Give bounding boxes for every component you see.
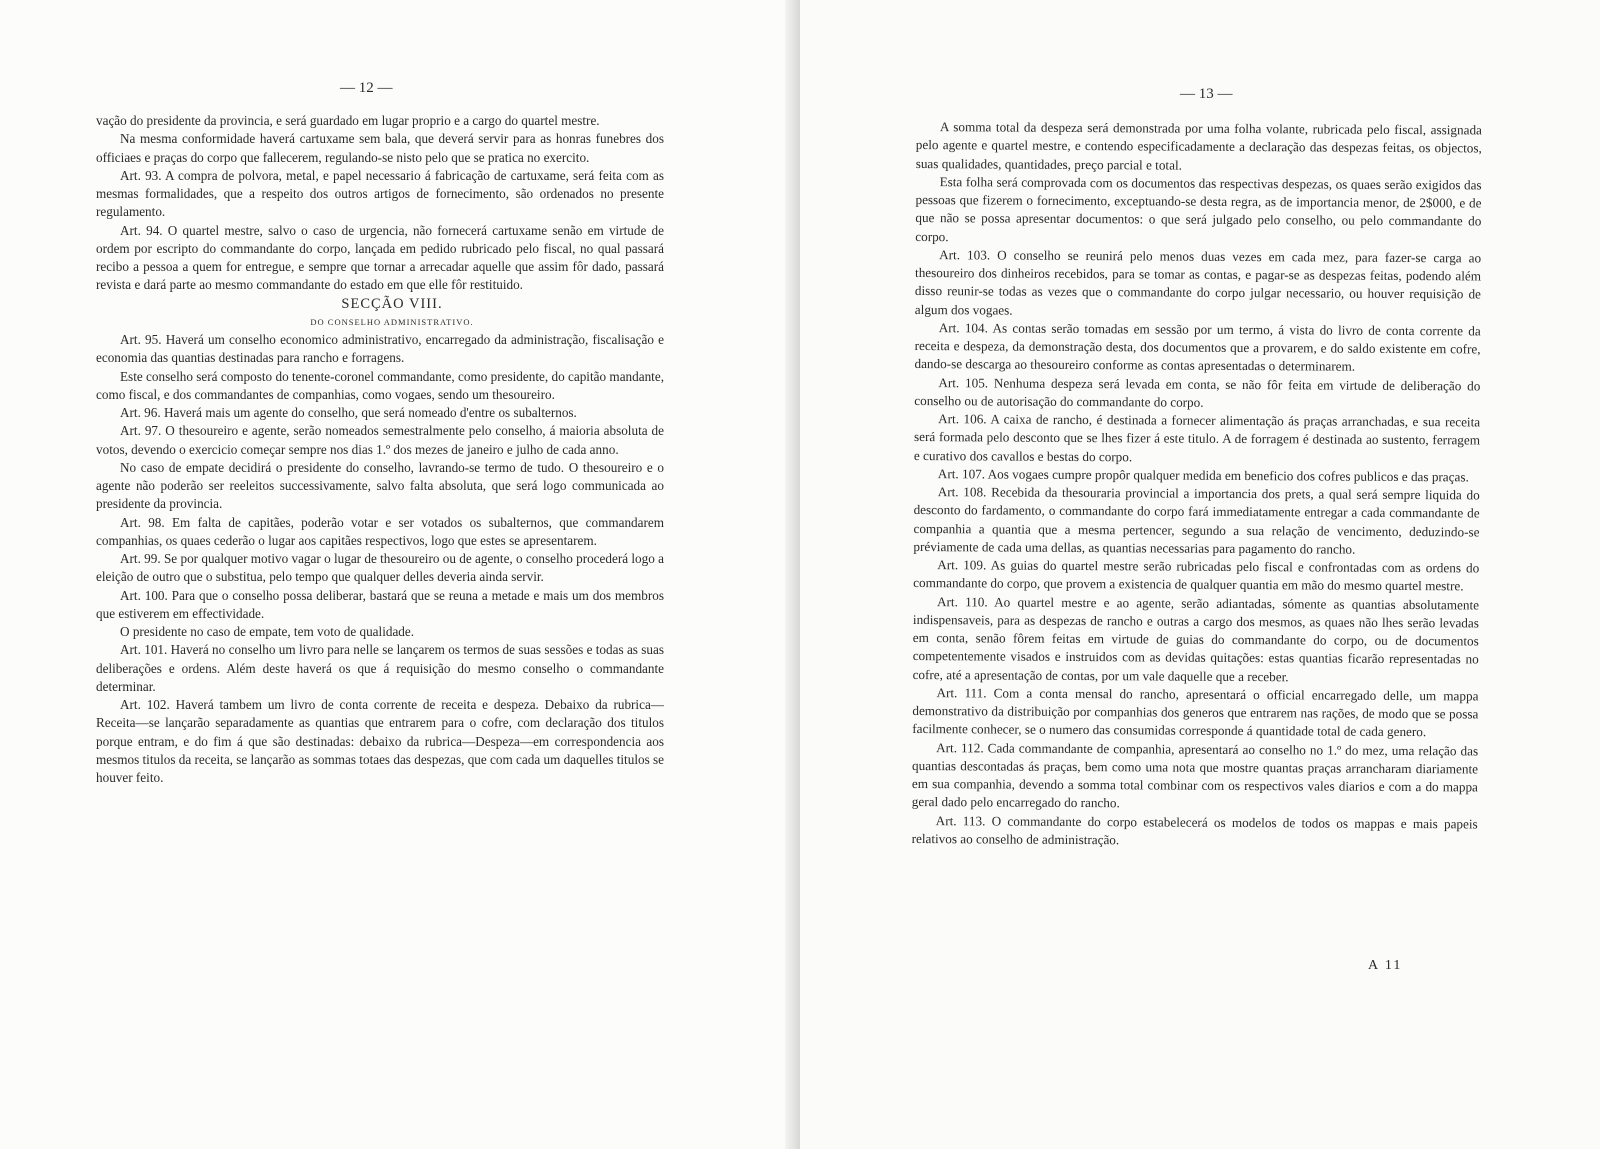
paragraph: Art. 110. Ao quartel mestre e ao agente, serão adiantadas, sómente as quantias absolutamente indispensaveis, para as despezas de rancho e outras a cargo dos mesmos, as quaes não lhes serão levadas em conta, senão fôrem feitas em virtude de guias do commandante do corpo, ou de documentos competentemente visados e instruidos com as devidas quitações: estas quantias ficarão representadas no cofre, até a apresentação de contas, por um vale daquelle que a receber. bbox=[912, 593, 1480, 684]
paragraph: Art. 95. Haverá um conselho economico administrativo, encarregado da administração, fiscalisação e economia das quantias destinadas para rancho e forragens. bbox=[96, 332, 664, 366]
paragraph: Art. 97. O thesoureiro e agente, serão nomeados semestralmente pelo conselho, á maioria absoluta de votos, devendo o exercicio começar sempre nos dias 1.º dos mezes de janeiro e julho de cada anno. bbox=[96, 423, 664, 457]
paragraph: Art. 107. Aos vogaes cumpre propôr qualquer medida em beneficio dos cofres publicos e das praças. bbox=[937, 465, 1469, 485]
paragraph: Este conselho será composto do tenente-coronel commandante, como presidente, do capitão mandante, como fiscal, e dos commandantes de companhias, como vogaes, sendo um thesoureiro. bbox=[96, 368, 664, 402]
paragraph: No caso de empate decidirá o presidente do conselho, lavrando-se termo de tudo. O thesoureiro e o agente não poderão ser reeleitos successivamente, salvo falta absoluta, que será logo communicada ao presidente da provincia. bbox=[96, 459, 664, 512]
paragraph: Art. 104. As contas serão tomadas em sessão por um termo, á vista do livro de conta corrente da receita e despeza, da demonstração desta, dos documentos que a provarem, e do saldo existente em cofre, dando-se descarga ao thesoureiro conforme as contas apresentadas o determinarem. bbox=[914, 319, 1481, 374]
paragraph: Art. 108. Recebida da thesouraria provincial a importancia dos prets, a qual será sempre liquida do desconto do fardamento, o commandante do corpo fará immediatamente entregar a cada commandante de companhia a quantia que a mesma pertencer, segundo a sua relação de vencimento, deduzindo-se préviamente de cada uma dellas, as quantias necessarias para pagamento do rancho. bbox=[913, 484, 1480, 557]
paragraph: Esta folha será comprovada com os documentos das respectivas despezas, os quaes serão exigidos das pessoas que fizerem o fornecimento, exceptuando-se desta regra, as de importancia menor, de 2$000, e de que não se possa apresentar documentos: o que será julgado pelo conselho, ou pelo commandante do corpo. bbox=[915, 173, 1482, 244]
paragraph: Art. 98. Em falta de capitães, poderão votar e ser votados os subalternos, que commandarem companhias, os quaes cederão o lugar aos capitães respectivos, logo que estes se apresentarem. bbox=[96, 514, 664, 548]
right-page bbox=[800, 0, 1600, 1149]
paragraph: Art. 93. A compra de polvora, metal, e papel necessario á fabricação de cartuxame, será feita com as mesmas formalidades, que a respeito dos outros artigos de fornecimento, são ordenados no presente regulamento. bbox=[96, 167, 664, 220]
page-number: — 13 — bbox=[1180, 86, 1233, 102]
paragraph: Art. 100. Para que o conselho possa deliberar, bastará que se reuna a metade e mais um dos membros que estiverem em effectividade. bbox=[96, 587, 664, 621]
paragraph: Art. 103. O conselho se reunirá pelo menos duas vezes em cada mez, para fazer-se carga ao thesoureiro dos dinheiros recebidos, para se tomar as contas, e pagar-se as despezas feitas, podendo além disso reunir-se todas as vezes que o commandante do corpo julgar necessario, ou houver requisição de algum dos vogaes. bbox=[914, 246, 1482, 318]
section-title: SECÇÃO VIII. bbox=[341, 295, 443, 312]
left-paragraphs-before bbox=[96, 112, 664, 295]
paragraph: Art. 102. Haverá tambem um livro de conta corrente de receita e despeza. Debaixo da rubrica—Receita—se lançarão separadamente as quantias que entrarem para o cofre, com declaração dos titulos porque entram, e do fim á que são destinadas: debaixo da rubrica—Despeza—em correspondencia aos mesmos titulos da receita, se lançarão as sommas totaes das despezas, que com cada um daquelles titulos se houver feito. bbox=[96, 697, 664, 785]
section-subtitle: DO CONSELHO ADMINISTRATIVO. bbox=[310, 316, 474, 327]
paragraph: Art. 94. O quartel mestre, salvo o caso de urgencia, não fornecerá cartuxame senão em virtude de ordem por escripto do commandante do corpo, lançada em pedido rubricado pelo fiscal, no qual passará recibo a pessoa a quem for entregue, e sempre que tornar a arrecadar aquelle que assim fôr dado, passará revista e dará parte ao mesmo commandante do estado em que elle fôr restituido. bbox=[96, 222, 664, 293]
left-page-text bbox=[96, 112, 664, 787]
paragraph: Art. 113. O commandante do corpo estabelecerá os modelos de todos os mappas e mais papeis relativos ao conselho de administração. bbox=[911, 812, 1478, 848]
paragraph: Art. 101. Haverá no conselho um livro para nelle se lançarem os termos de suas sessões e todas as suas deliberações e ordens. Além deste haverá os que á requisição do mesmo conselho o commandante determinar. bbox=[96, 642, 664, 694]
paragraph: Art. 111. Com a conta mensal do rancho, apresentará o official encarregado delle, um mappa demonstrativo da distribuição por companhias dos generos que entrarem nas rações, de modo que se possa facilmente conhecer, se o numero das consumidas corresponde á quantidade total de cada genero. bbox=[912, 684, 1479, 740]
paragraph: O presidente no caso de empate, tem voto de qualidade. bbox=[120, 624, 415, 639]
right-page-text bbox=[912, 118, 1482, 851]
paragraph: Art. 109. As guias do quartel mestre serão rubricadas pelo fiscal e confrontadas com as ordens do commandante do corpo, que provem a existencia de qualquer quantia em mão do mesmo quartel mestre. bbox=[913, 557, 1480, 594]
signature-mark: A 11 bbox=[1368, 958, 1403, 973]
paragraph: Art. 105. Nenhuma despeza será levada em conta, se não fôr feita em virtude de deliberação do conselho ou de autorisação do commandante do corpo. bbox=[914, 374, 1481, 410]
paragraph: Na mesma conformidade haverá cartuxame sem bala, que deverá servir para as honras funebres dos officiaes e praças do corpo que fallecerem, regulando-se nisto pelo que se pratica no exercito. bbox=[96, 131, 664, 165]
paragraph: vação do presidente da provincia, e será guardado em lugar proprio e a cargo do quartel mestre. bbox=[96, 113, 600, 128]
paragraph: Art. 112. Cada commandante de companhia, apresentará ao conselho no 1.º do mez, uma relação das quantias descontadas ás praças, bem como uma nota que mostre quantas praças arrancharam diariamente em sua companhia, devendo a somma total combinar com os respectivos vales diarios e com a do mappa geral dado pelo encarregado do rancho. bbox=[911, 739, 1479, 811]
paragraph: Art. 106. A caixa de rancho, é destinada a fornecer alimentação ás praças arranchadas, e sua receita será formada pelo desconto que se lhes fizer á este titulo. A de forragem é destinada ao sustento, ferragem e curativo dos cavallos e bestas do corpo. bbox=[913, 411, 1481, 464]
page-number: — 12 — bbox=[340, 80, 393, 96]
paragraph: Art. 96. Haverá mais um agente do conselho, que será nomeado d'entre os subalternos. bbox=[120, 405, 577, 420]
left-paragraphs-after bbox=[96, 331, 664, 787]
paragraph: Art. 99. Se por qualquer motivo vagar o lugar de thesoureiro ou de agente, o conselho procederá logo a eleição de outro que o substitua, pelo tempo que qualquer delles deveria ainda servir. bbox=[96, 551, 664, 585]
right-paragraphs bbox=[912, 118, 1482, 851]
paragraph: A somma total da despeza será demonstrada por uma folha volante, rubricada pelo fiscal, assignada pelo agente e quartel mestre, e contendo especificadamente a declaração das despezas feitas, os objectos, suas qualidades, quantidades, preço parcial e total. bbox=[915, 119, 1482, 173]
